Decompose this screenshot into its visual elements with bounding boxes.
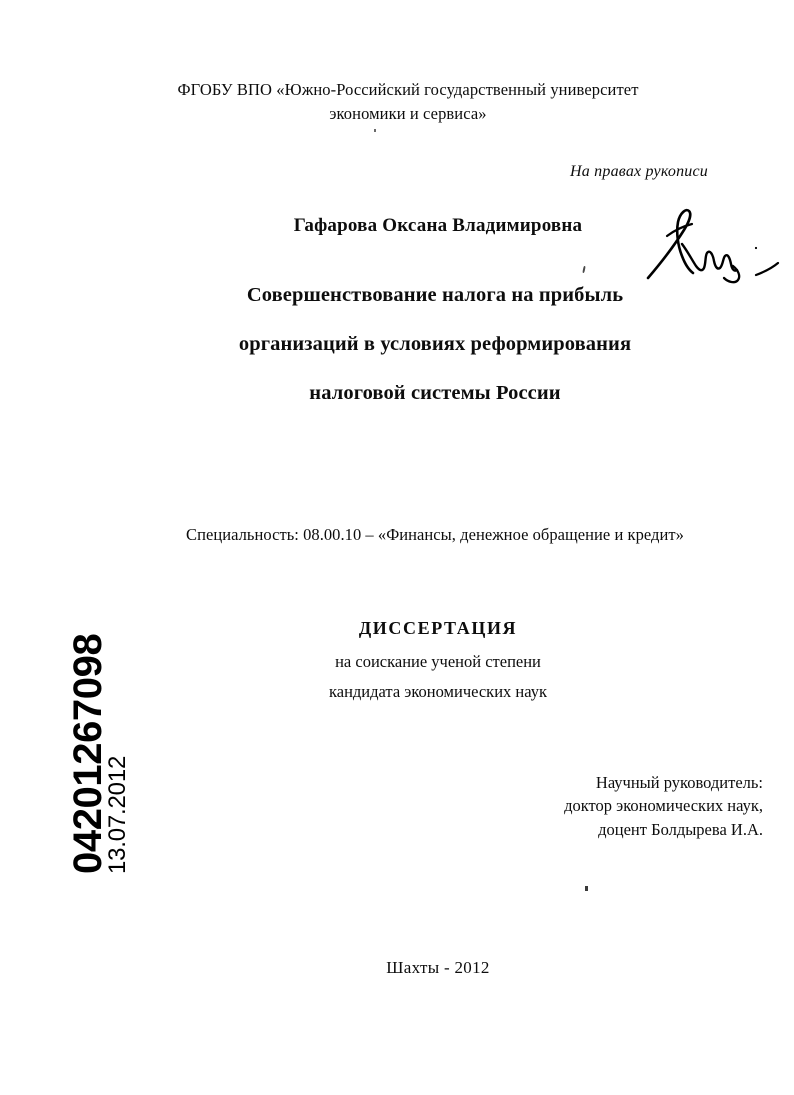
scan-artifact-ink-mark: [582, 266, 585, 273]
manuscript-rights-note: На правах рукописи: [570, 163, 708, 180]
supervisor-label: Научный руководитель:: [595, 773, 763, 792]
scan-artifact-dot: [585, 886, 588, 891]
title-line-3: налоговой системы России: [309, 382, 561, 405]
institution-line-1: ФГОБУ ВПО «Южно-Российский государственный университет: [177, 80, 639, 99]
degree-line-2: кандидата экономических наук: [328, 682, 547, 701]
degree-line-1: на соискание ученой степени: [335, 652, 541, 671]
supervisor-name: доцент Болдырева И.А.: [598, 819, 763, 839]
supervisor-degree: доктор экономических наук,: [564, 796, 763, 816]
institution-header: [118, 78, 698, 126]
author-name: Гафарова Оксана Владимировна: [293, 215, 583, 236]
place-and-year: Шахты - 2012: [386, 958, 490, 977]
title-line-1: Совершенствование налога на прибыль: [246, 284, 624, 306]
scan-artifact-speck: [374, 129, 376, 132]
stamp-date: 13.07.2012: [104, 755, 131, 874]
specialty-line: Специальность: 08.00.10 – «Финансы, денежное обращение и кредит»: [186, 525, 684, 544]
title-line-2: организаций в условиях реформирования: [238, 333, 632, 356]
supervisor-block: [408, 771, 763, 841]
library-registration-stamp: [0, 596, 131, 896]
institution-line-2: экономики и сервиса»: [329, 103, 487, 123]
document-type-heading: ДИССЕРТАЦИЯ: [358, 618, 518, 638]
stamp-registration-number: 04201267098: [66, 633, 110, 874]
dissertation-title: [128, 282, 742, 407]
